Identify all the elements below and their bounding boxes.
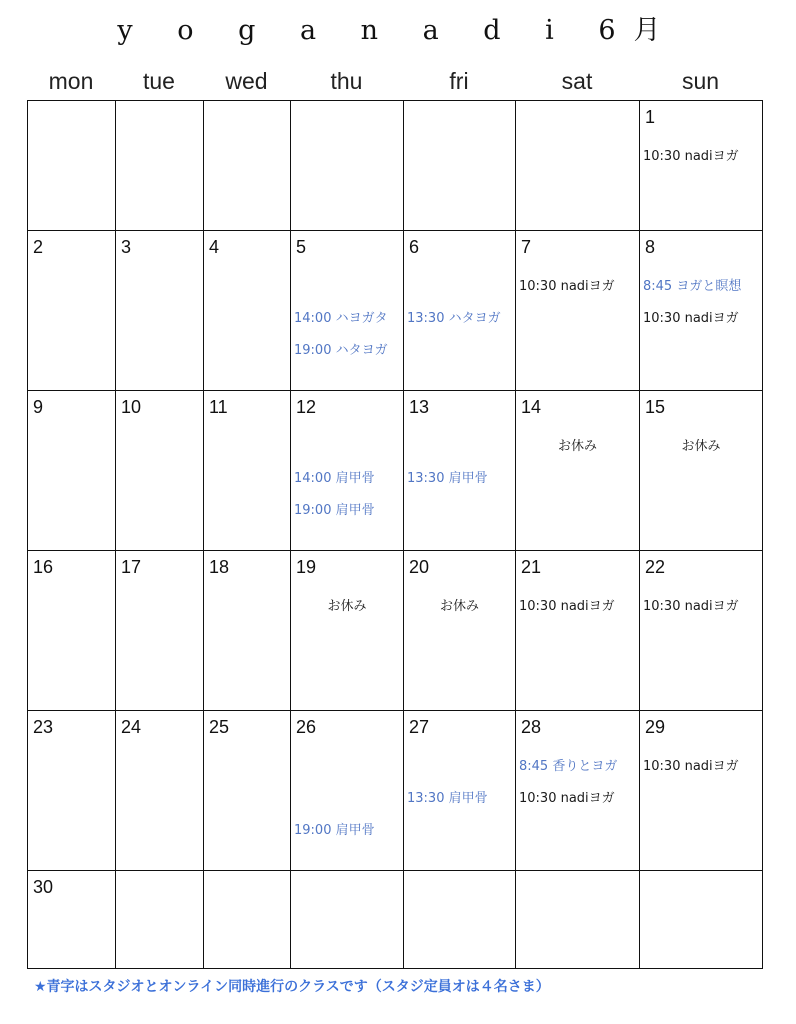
- day-cell: [403, 100, 516, 231]
- day-number: 6: [409, 237, 420, 257]
- day-cell: [639, 100, 763, 231]
- day-cell: [203, 100, 291, 231]
- day-cell: [403, 870, 516, 969]
- day-number: 1: [645, 107, 656, 127]
- day-cell: [27, 230, 116, 391]
- class-event: 10:30 nadiヨガ: [643, 759, 739, 774]
- class-event: 10:30 nadiヨガ: [519, 279, 615, 294]
- day-number: 20: [409, 557, 430, 577]
- day-number: 5: [296, 237, 307, 257]
- day-number: 14: [521, 397, 542, 417]
- closed-label: お休み: [327, 599, 367, 614]
- class-event: 10:30 nadiヨガ: [643, 599, 739, 614]
- day-cell: [639, 390, 763, 551]
- day-number: 8: [645, 237, 656, 257]
- class-event: 8:45 ヨガと瞑想: [643, 279, 742, 294]
- footer-note: ★青字はスタジオとオンライン同時進行のクラスです（スタジ定員オは４名さま）: [34, 979, 550, 995]
- day-cell: [290, 710, 404, 871]
- day-number: 10: [121, 397, 142, 417]
- weekday-label-wed: wed: [225, 68, 268, 94]
- day-number: 2: [33, 237, 44, 257]
- day-cell: [639, 230, 763, 391]
- day-number: 25: [209, 717, 230, 737]
- day-cell: [203, 870, 291, 969]
- day-cell: [27, 390, 116, 551]
- day-cell: [515, 550, 640, 711]
- class-event: 19:00 肩甲骨: [294, 823, 375, 838]
- weekday-label-mon: mon: [48, 68, 94, 94]
- day-cell: [290, 100, 404, 231]
- day-cell: [515, 710, 640, 871]
- day-number: 21: [521, 557, 542, 577]
- day-cell: [27, 100, 116, 231]
- day-number: 11: [209, 397, 228, 417]
- day-cell: [27, 710, 116, 871]
- day-cell: [115, 710, 204, 871]
- day-number: 9: [33, 397, 44, 417]
- day-cell: [403, 550, 516, 711]
- day-number: 19: [296, 557, 317, 577]
- day-number: 26: [296, 717, 317, 737]
- day-cell: [203, 230, 291, 391]
- day-number: 18: [209, 557, 230, 577]
- class-event: 19:00 肩甲骨: [294, 503, 375, 518]
- day-cell: [515, 870, 640, 969]
- calendar-grid: [27, 100, 762, 968]
- class-event: 13:30 ハタヨガ: [407, 311, 501, 326]
- day-number: 30: [33, 877, 54, 897]
- day-cell: [27, 550, 116, 711]
- class-event: 13:30 肩甲骨: [407, 791, 488, 806]
- class-event: 10:30 nadiヨガ: [643, 149, 739, 164]
- class-event: 10:30 nadiヨガ: [519, 791, 615, 806]
- day-number: 3: [121, 237, 132, 257]
- day-cell: [290, 550, 404, 711]
- day-number: 12: [296, 397, 317, 417]
- day-cell: [115, 390, 204, 551]
- day-number: 13: [409, 397, 430, 417]
- day-cell: [115, 100, 204, 231]
- day-number: 24: [121, 717, 142, 737]
- class-event: 19:00 ハタヨガ: [294, 343, 388, 358]
- class-event: 14:00 肩甲骨: [294, 471, 375, 486]
- day-number: 23: [33, 717, 54, 737]
- day-cell: [639, 710, 763, 871]
- day-cell: [403, 710, 516, 871]
- day-cell: [515, 100, 640, 231]
- day-cell: [203, 550, 291, 711]
- day-cell: [115, 550, 204, 711]
- weekday-label-fri: fri: [449, 68, 469, 94]
- class-event: 10:30 nadiヨガ: [519, 599, 615, 614]
- weekday-label-tue: tue: [143, 68, 175, 94]
- day-cell: [115, 870, 204, 969]
- day-cell: [290, 390, 404, 551]
- class-event: 8:45 香りとヨガ: [519, 759, 618, 774]
- day-cell: [290, 870, 404, 969]
- weekday-label-thu: thu: [330, 68, 363, 94]
- day-number: 28: [521, 717, 542, 737]
- day-cell: [203, 710, 291, 871]
- day-cell: [290, 230, 404, 391]
- day-cell: [639, 870, 763, 969]
- day-number: 29: [645, 717, 666, 737]
- calendar-title: y o g a n a d i 6月: [117, 15, 679, 46]
- day-cell: [203, 390, 291, 551]
- day-number: 7: [521, 237, 532, 257]
- closed-label: お休み: [439, 599, 479, 614]
- weekday-label-sun: sun: [681, 68, 720, 94]
- day-cell: [403, 230, 516, 391]
- day-number: 15: [645, 397, 666, 417]
- class-event: 10:30 nadiヨガ: [643, 311, 739, 326]
- day-cell: [115, 230, 204, 391]
- day-number: 27: [409, 717, 430, 737]
- day-number: 17: [121, 557, 142, 577]
- closed-label: お休み: [681, 439, 721, 454]
- class-event: 14:00 ハヨガタ: [294, 311, 388, 326]
- day-cell: [515, 230, 640, 391]
- day-number: 16: [33, 557, 54, 577]
- class-event: 13:30 肩甲骨: [407, 471, 488, 486]
- weekday-label-sat: sat: [561, 68, 593, 94]
- closed-label: お休み: [557, 439, 597, 454]
- day-cell: [515, 390, 640, 551]
- day-cell: [403, 390, 516, 551]
- day-cell: [639, 550, 763, 711]
- day-number: 4: [209, 237, 220, 257]
- day-number: 22: [645, 557, 666, 577]
- day-cell: [27, 870, 116, 969]
